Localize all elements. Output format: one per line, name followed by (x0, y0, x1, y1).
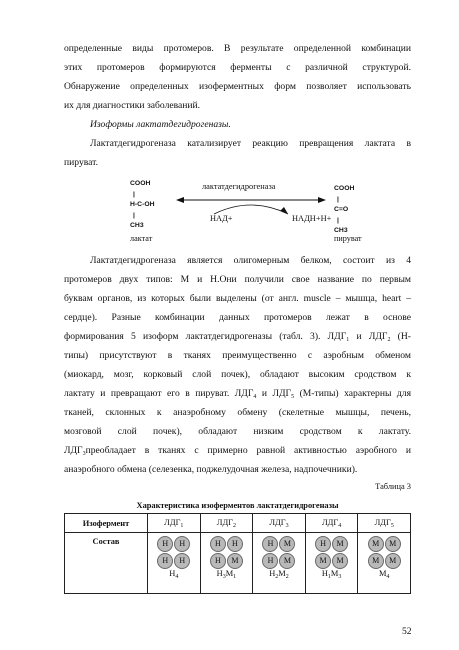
text-line: их для диагностики заболеваний. (64, 100, 201, 111)
lactate-label: лактат (130, 234, 153, 243)
composition-formula: $Н_1М_3$ (321, 569, 342, 580)
pyruvate-label: пируват (334, 234, 362, 243)
subunit-ball: Н (210, 553, 226, 569)
table-title: Характеристика изоферментов лактатдегидрогеназы (136, 501, 339, 510)
text-line: сердце). Разные комбинации данных протомеров лежат в основе (64, 312, 411, 323)
subunit-diagram (157, 536, 190, 569)
cofactor-arrow-head (280, 207, 288, 214)
subunit-ball: М (332, 536, 348, 552)
composition-formula: $Н_3М_1$ (216, 569, 237, 580)
enzyme-label: лактатдегидрогеназа (202, 182, 276, 191)
section-heading: Изоформы лактатдегидрогеназы. (90, 119, 231, 130)
header-cell-ldh4: $ЛДГ_4$ (305, 514, 358, 533)
subunit-ball: М (368, 536, 384, 552)
composition-formula: $Н_2М_2$ (269, 569, 289, 580)
lactate-formula: COOH | H-C-OH | CH3 (130, 180, 155, 229)
composition-cell-ldh3 (253, 533, 306, 594)
text-line: определенные виды протомеров. В результате определенной комбинации (64, 43, 411, 54)
text-line: тканей, склонных к анаэробному обмену (скелетные мышцы, печень, (64, 407, 411, 418)
text-line: протомеров двух типов: М и Н.Они получили свое название по первым (64, 274, 411, 285)
composition-cell-ldh2 (200, 533, 253, 594)
subunit-ball: Н (227, 536, 243, 552)
text-line: мозговой слой почек), обладают низким сродством к лактату. (64, 426, 411, 437)
subunit-ball: Н (157, 536, 173, 552)
composition-cell-ldh1 (148, 533, 201, 594)
composition-formula: $Н_4$ (169, 569, 179, 580)
subunit-ball: М (279, 553, 295, 569)
subunit-ball: М (368, 553, 384, 569)
text-line: Обнаружение определенных изоферментных форм позволяет использовать (64, 81, 411, 92)
page-number: 52 (402, 626, 412, 637)
text-line: $ЛДГ_3преобладает$ в тканях с примерно равной активностью аэробного и (64, 445, 411, 457)
composition-cell-ldh4 (305, 533, 358, 594)
text-line: этих протомеров формируются ферменты с различной структурой. (64, 62, 411, 73)
header-cell-ldh1: $ЛДГ_1$ (148, 514, 201, 533)
subunit-ball: Н (174, 536, 190, 552)
subunit-ball: М (279, 536, 295, 552)
subunit-diagram (368, 536, 401, 569)
text-line: лактату и превращают его в пируват. $ЛДГ_4$ и $ЛДГ_5$ (М-типы) характерны для (64, 388, 412, 400)
text-line: формирования 5 изоформ лактатдегидрогеназы (табл. 3). $ЛДГ_1$ и $ЛДГ_2$ (Н- (64, 331, 411, 343)
text-line: пируват. (64, 157, 99, 168)
table-header-row (65, 514, 411, 533)
header-cell-ldh5: $ЛДГ_5$ (358, 514, 411, 533)
table-row-composition (65, 533, 411, 594)
text-line: анаэробного обмена (селезенка, поджелудочная железа, надпочечники). (64, 464, 358, 475)
row-label-composition: Состав (65, 533, 148, 594)
subunit-ball: Н (210, 536, 226, 552)
subunit-ball: Н (262, 553, 278, 569)
subunit-ball: М (385, 536, 401, 552)
subunit-diagram (262, 536, 295, 569)
header-cell-ldh3: $ЛДГ_3$ (253, 514, 306, 533)
text-line: типы) присутствуют в тканях преимущественно с аэробным обменом (64, 350, 411, 361)
subunit-ball: М (227, 553, 243, 569)
subunit-ball: М (332, 553, 348, 569)
subunit-ball: Н (315, 536, 331, 552)
subunit-ball: М (385, 553, 401, 569)
subunit-ball: М (315, 553, 331, 569)
cofactor-nadh: НАДН+Н+ (292, 214, 332, 223)
subunit-diagram (315, 536, 348, 569)
header-cell-isoenzyme: Изофермент (65, 514, 148, 533)
arrow-head-right (318, 197, 326, 203)
text-line: Лактатдегидрогеназа является олигомерным белком, состоит из 4 (90, 255, 411, 266)
subunit-diagram (210, 536, 243, 569)
text-line: буквам органов, из которых были выделены (от англ. muscle – мышца, heart – (64, 293, 411, 304)
table-caption: Таблица 3 (375, 482, 411, 491)
cofactor-arc (214, 205, 288, 214)
text-line: (миокард, мозг, корковый слой почек), обладают высоким сродством к (64, 369, 411, 380)
reaction-scheme (64, 176, 411, 246)
subunit-ball: Н (174, 553, 190, 569)
header-cell-ldh2: $ЛДГ_2$ (200, 514, 253, 533)
subunit-ball: Н (157, 553, 173, 569)
cofactor-nad: НАД+ (210, 214, 233, 223)
composition-formula: $М_4$ (378, 569, 390, 580)
pyruvate-formula: COOH | C=O | CH3 (334, 185, 355, 234)
arrow-head-left (176, 197, 184, 203)
isoenzyme-table (64, 513, 411, 594)
text-line: Лактатдегидрогеназа катализирует реакцию превращения лактата в (90, 138, 411, 149)
subunit-ball: Н (262, 536, 278, 552)
composition-cell-ldh5 (358, 533, 411, 594)
